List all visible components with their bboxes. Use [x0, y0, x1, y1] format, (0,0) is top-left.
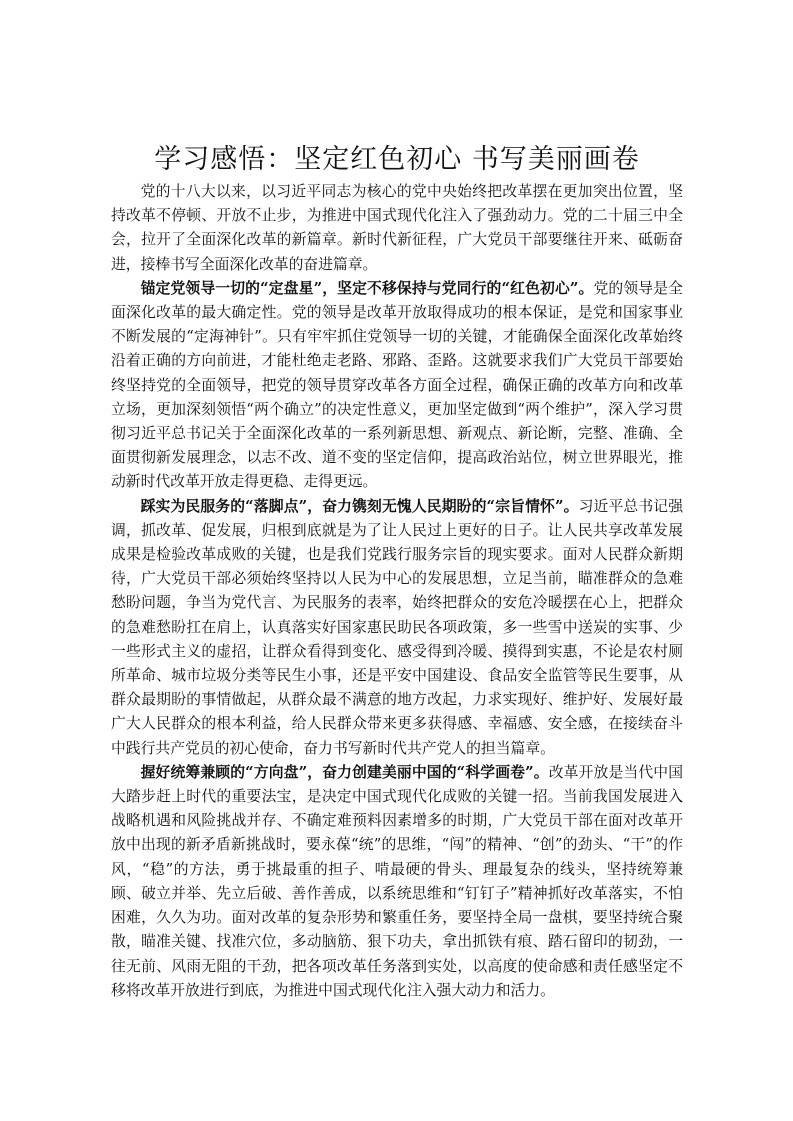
paragraph-lead: 握好统筹兼顾的“方向盘”，奋力创建美丽中国的“科学画卷”。 [140, 763, 549, 781]
paragraph-lead: 踩实为民服务的“落脚点”，奋力镌刻无愧人民期盼的“宗旨情怀”。 [140, 497, 579, 515]
paragraph-text: 习近平总书记强调，抓改革、促发展，归根到底就是为了让人民过上更好的日子。让人民共享改革发展成果是检验改革成败的关键，也是我们党践行服务宗旨的现实要求。面对人民群众新期待，广大党员干部必须始终坚持以人民为中心的发展思想，立足当前，瞄准群众的急难愁盼问题，争当为党代言、为民服务的表率，始终把群众的安危冷暖摆在心上，把群众的急难愁盼扛在肩上，认真落实好国家惠民助民各项政策，多一些雪中送炭的实事、少一些形式主义的虚招，让群众看得到变化、感受得到冷暖、摸得到实惠，不论是农村厕所革命、城市垃圾分类等民生小事，还是平安中国建设、食品安全监管等民生要事，从群众最期盼的事情做起，从群众最不满意的地方改起，力求实现好、维护好、发展好最广大人民群众的根本利益，给人民群众带来更多获得感、幸福感、安全感，在接续奋斗中践行共产党员的初心使命，奋力书写新时代共产党人的担当篇章。 [111, 497, 683, 757]
paragraph-text: 党的领导是全面深化改革的最大确定性。党的领导是改革开放取得成功的根本保证，是党和国家事业不断发展的“定海神针”。只有牢牢抓住党领导一切的关键，才能确保全面深化改革始终沿着正确的方向前进，才能杜绝走老路、邪路、歪路。这就要求我们广大党员干部要始终坚持党的全面领导，把党的领导贯穿改革各方面全过程，确保正确的改革方向和改革立场，更加深刻领悟“两个确立”的决定性意义，更加坚定做到“两个维护”，深入学习贯彻习近平总书记关于全面深化改革的一系列新思想、新观点、新论断，完整、准确、全面贯彻新发展理念，以志不改、道不变的坚定信仰，提高政治站位，树立世界眼光，推动新时代改革开放走得更稳、走得更远。 [111, 279, 683, 491]
paragraph-serve-people [111, 495, 683, 761]
paragraph-text: 党的十八大以来，以习近平同志为核心的党中央始终把改革摆在更加突出位置，坚持改革不停顿、开放不止步，为推进中国式现代化注入了强劲动力。党的二十届三中全会，拉开了全面深化改革的新篇章。新时代新征程，广大党员干部要继往开来、砥砺奋进，接棒书写全面深化改革的奋进篇章。 [111, 183, 683, 273]
paragraph-text: 改革开放是当代中国大踏步赶上时代的重要法宝，是决定中国式现代化成败的关键一招。当前我国发展进入战略机遇和风险挑战并存、不确定难预料因素增多的时期，广大党员干部在面对改革开放中出现的新矛盾新挑战时，要永葆“统”的思维，“闯”的精神、“创”的劲头、“干”的作风，“稳”的方法，勇于挑最重的担子、啃最硬的骨头、理最复杂的线头，坚持统筹兼顾、破立并举、先立后破、善作善成，以系统思维和“钉钉子”精神抓好改革落实，不怕困难，久久为功。面对改革的复杂形势和繁重任务，要坚持全局一盘棋，要坚持统合聚散，瞄准关键、找准穴位，多动脑筋、狠下功夫，拿出抓铁有痕、踏石留印的韧劲，一往无前、风雨无阻的干劲，把各项改革任务落到实处，以高度的使命感和责任感坚定不移将改革开放进行到底，为推进中国式现代化注入强大动力和活力。 [111, 763, 683, 999]
paragraph-party-leadership [111, 277, 683, 495]
paragraph-intro [111, 180, 683, 277]
paragraph-overall-planning [111, 761, 683, 1003]
document-title: 学习感悟：坚定红色初心 书写美丽画卷 [154, 144, 640, 175]
paragraph-lead: 锚定党领导一切的“定盘星”，坚定不移保持与党同行的“红色初心”。 [140, 279, 594, 297]
document-body [111, 140, 683, 1003]
